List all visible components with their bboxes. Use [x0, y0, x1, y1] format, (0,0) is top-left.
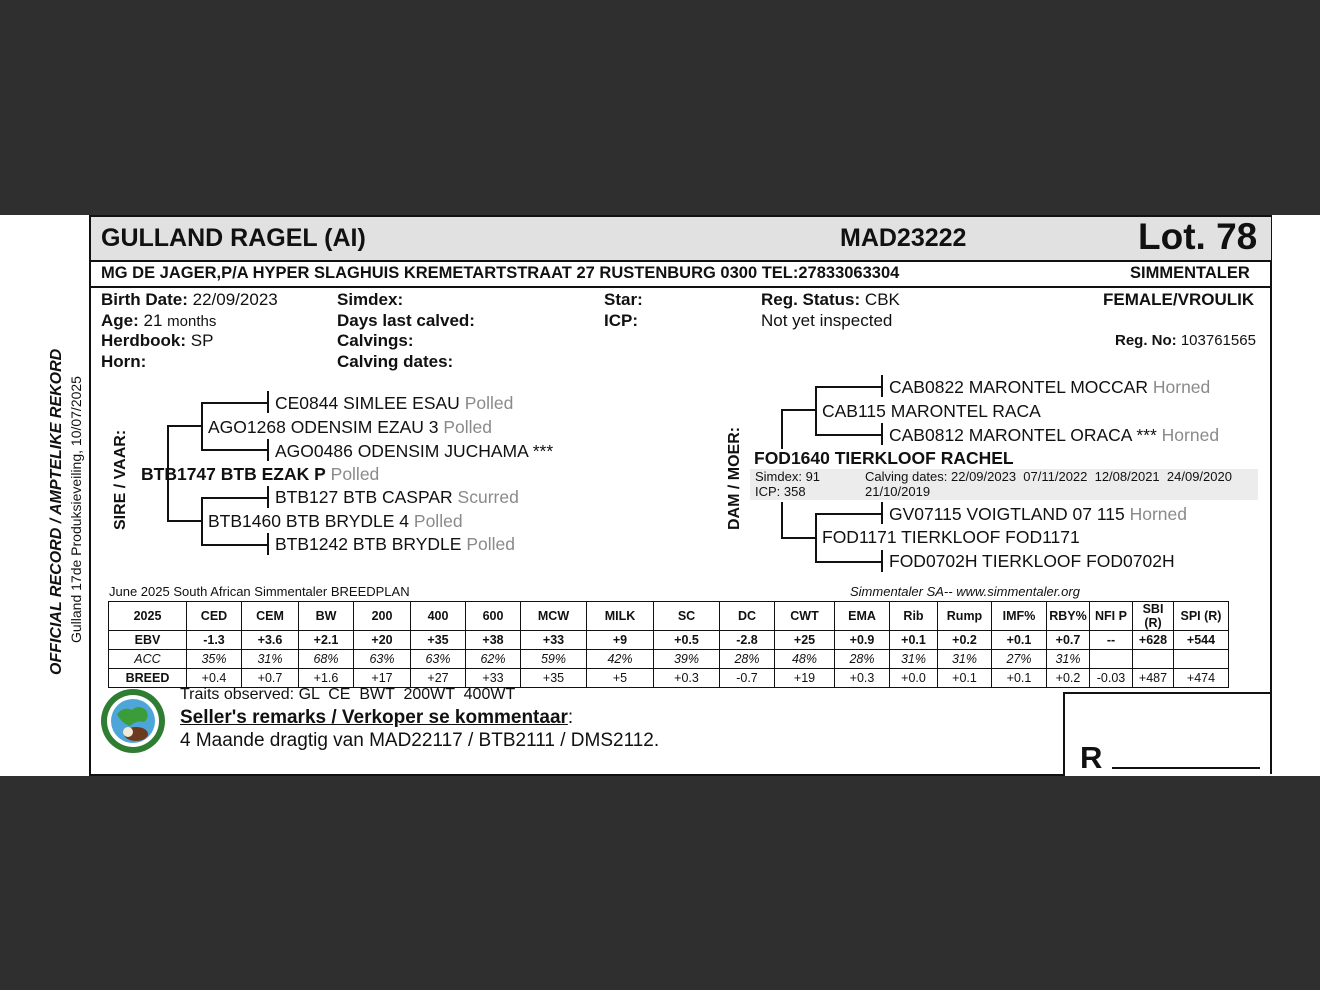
sire-dam: BTB1460 BTB BRYDLE 4 Polled	[208, 511, 463, 531]
ebv-cell: +0.4	[187, 669, 242, 688]
tick-1	[267, 391, 269, 413]
ebv-header-row	[109, 602, 1229, 631]
sire-sire: AGO1268 ODENSIM EZAU 3 Polled	[208, 417, 493, 437]
ebv-cell: +25	[775, 631, 835, 650]
simmentaler-logo	[100, 688, 166, 754]
ebv-cell: SPI (R)	[1174, 602, 1229, 631]
ebv-cell: 600	[466, 602, 521, 631]
owner-address: MG DE JAGER,P/A HYPER SLAGHUIS KREMETARTSTRAAT 27 RUSTENBURG 0300 TEL:27833063304	[101, 264, 900, 282]
ebv-cell: 28%	[720, 650, 775, 669]
breed-label: SIMMENTALER	[1130, 264, 1250, 282]
animal-name: GULLAND RAGEL (AI)	[101, 224, 366, 252]
dam-sire-line-top	[815, 386, 883, 388]
bottom-rule	[89, 774, 1065, 776]
ebv-cell: -0.03	[1090, 669, 1133, 688]
simdex-label: Simdex:	[337, 290, 404, 309]
icp-label: ICP:	[604, 311, 638, 330]
dam-icp: ICP: 358	[755, 484, 806, 499]
ebv-cell: +0.1	[890, 631, 938, 650]
ebv-cell: NFI P	[1090, 602, 1133, 631]
ebv-cell: DC	[720, 602, 775, 631]
acc-row	[109, 650, 1229, 669]
ebv-cell: +0.7	[1047, 631, 1090, 650]
dam-sire-dam: CAB0812 MARONTEL ORACA *** Horned	[889, 425, 1220, 445]
official-record-label: OFFICIAL RECORD / AMPTELIKE REKORD	[48, 348, 65, 675]
ebv-cell: +2.1	[299, 631, 354, 650]
ebv-cell: CEM	[242, 602, 299, 631]
dam-line-top	[781, 409, 816, 411]
ebv-cell: EBV	[109, 631, 187, 650]
ebv-cell: +0.1	[938, 669, 992, 688]
ebv-cell	[1090, 650, 1133, 669]
birth-date: Birth Date: 22/09/2023	[101, 290, 278, 309]
dam-dam-line-top	[815, 513, 883, 515]
ebv-cell: +544	[1174, 631, 1229, 650]
sire-line-bottom	[167, 520, 202, 522]
sire-sire-sire: CE0844 SIMLEE ESAU Polled	[275, 393, 514, 413]
ebv-cell: +1.6	[299, 669, 354, 688]
society-caption: Simmentaler SA-- www.simmentaler.org	[850, 584, 1080, 599]
ebv-cell: 63%	[354, 650, 411, 669]
ebv-cell: RBY%	[1047, 602, 1090, 631]
animal-id: MAD23222	[840, 224, 967, 252]
sire-sire-dam: AGO0486 ODENSIM JUCHAMA ***	[275, 441, 554, 461]
ebv-cell: +0.0	[890, 669, 938, 688]
age: Age: 21 months	[101, 311, 217, 330]
lot-number: Lot. 78	[1138, 216, 1258, 257]
tick-2	[267, 439, 269, 461]
ebv-cell: ACC	[109, 650, 187, 669]
seller-remarks: 4 Maande dragtig van MAD22117 / BTB2111 / DMS2112.	[180, 730, 660, 751]
ebv-cell	[1174, 650, 1229, 669]
ebv-cell	[1133, 650, 1174, 669]
ebv-cell: +27	[411, 669, 466, 688]
ebv-cell: +19	[775, 669, 835, 688]
ebv-cell: -2.8	[720, 631, 775, 650]
dam-dam-line-bottom	[815, 561, 883, 563]
ebv-cell: MCW	[521, 602, 587, 631]
sire-sire-line-bottom	[201, 449, 269, 451]
dam-simdex: Simdex: 91	[755, 469, 821, 484]
dam-line-bottom	[781, 537, 816, 539]
sire-dam-line-top	[201, 497, 269, 499]
breedplan-caption: June 2025 South African Simmentaler BREEDPLAN	[109, 584, 410, 599]
ebv-cell: +0.2	[1047, 669, 1090, 688]
dam-sire: CAB115 MARONTEL RACA	[822, 401, 1041, 421]
dam-calving-dates: Calving dates: 22/09/2023 07/11/2022 12/08/2021 24/09/2020	[865, 469, 1232, 484]
ebv-cell: 31%	[938, 650, 992, 669]
dam-animal: FOD1640 TIERKLOOF RACHEL	[754, 448, 1014, 468]
ebv-cell: +35	[521, 669, 587, 688]
ebv-cell: +38	[466, 631, 521, 650]
dam-sire-sire: CAB0822 MARONTEL MOCCAR Horned	[889, 377, 1211, 397]
sire-dam-sire: BTB127 BTB CASPAR Scurred	[275, 487, 519, 507]
ebv-table	[108, 601, 1229, 688]
ebv-cell: 31%	[890, 650, 938, 669]
ebv-cell: 27%	[992, 650, 1047, 669]
ebv-cell: 2025	[109, 602, 187, 631]
ebv-cell: +3.6	[242, 631, 299, 650]
ebv-cell: +35	[411, 631, 466, 650]
ebv-cell: SBI (R)	[1133, 602, 1174, 631]
ebv-cell: 400	[411, 602, 466, 631]
r-label: R	[1080, 740, 1103, 775]
ebv-cell: MILK	[587, 602, 654, 631]
ebv-cell: -1.3	[187, 631, 242, 650]
ebv-cell: +33	[521, 631, 587, 650]
breed-avg-row	[109, 669, 1229, 688]
ebv-cell: 68%	[299, 650, 354, 669]
dam-bracket-bottom	[781, 502, 783, 538]
sire-sire-line-top	[201, 402, 269, 404]
sire-dam-bracket	[201, 497, 203, 545]
dam-dam-sire: GV07115 VOIGTLAND 07 115 Horned	[889, 504, 1188, 524]
days-last-calved-label: Days last calved:	[337, 311, 475, 330]
ebv-cell: +0.3	[835, 669, 890, 688]
ebv-cell: 35%	[187, 650, 242, 669]
ebv-cell: --	[1090, 631, 1133, 650]
ebv-cell: +0.2	[938, 631, 992, 650]
ebv-cell: Rib	[890, 602, 938, 631]
sex-label: FEMALE/VROULIK	[1103, 290, 1255, 309]
dam-bracket-top	[781, 409, 783, 449]
ebv-cell: +0.9	[835, 631, 890, 650]
ebv-cell: BW	[299, 602, 354, 631]
ebv-cell: 39%	[654, 650, 720, 669]
ebv-cell: 63%	[411, 650, 466, 669]
ebv-cell: +487	[1133, 669, 1174, 688]
inspection-status: Not yet inspected	[761, 311, 893, 330]
tick-3	[267, 486, 269, 508]
ebv-cell: 28%	[835, 650, 890, 669]
dam-dam-dam: FOD0702H TIERKLOOF FOD0702H	[889, 551, 1175, 571]
star-label: Star:	[604, 290, 643, 309]
reg-number: Reg. No: 103761565	[1115, 332, 1256, 349]
ebv-cell: +33	[466, 669, 521, 688]
ebv-cell: +9	[587, 631, 654, 650]
ebv-cell: 42%	[587, 650, 654, 669]
r-signature-line	[1112, 767, 1260, 769]
dam-calving-dates-2: 21/10/2019	[865, 484, 931, 499]
dam-sire-bracket	[815, 386, 817, 435]
sire-sire-bracket	[201, 402, 203, 450]
tick-5	[881, 375, 883, 397]
r-box-left	[1063, 692, 1065, 776]
ebv-cell: +5	[587, 669, 654, 688]
tick-4	[267, 533, 269, 555]
ebv-cell: IMF%	[992, 602, 1047, 631]
dam-dam-bracket	[815, 513, 817, 562]
ebv-cell: SC	[654, 602, 720, 631]
herdbook: Herdbook: SP	[101, 331, 214, 350]
ebv-cell: BREED	[109, 669, 187, 688]
sire-label: SIRE / VAAR:	[112, 429, 129, 530]
ebv-cell: +0.1	[992, 669, 1047, 688]
calvings-label: Calvings:	[337, 331, 414, 350]
sire-line-top	[167, 425, 202, 427]
ebv-cell: +0.1	[992, 631, 1047, 650]
dam-label: DAM / MOER:	[726, 426, 743, 530]
dam-dam: FOD1171 TIERKLOOF FOD1171	[822, 527, 1080, 547]
ebv-cell: +17	[354, 669, 411, 688]
ebv-cell: CED	[187, 602, 242, 631]
r-box-top	[1063, 692, 1272, 694]
ebv-cell: +20	[354, 631, 411, 650]
dam-sire-line-bottom	[815, 434, 883, 436]
ebv-cell: +0.3	[654, 669, 720, 688]
ebv-cell: 31%	[242, 650, 299, 669]
ebv-cell: 62%	[466, 650, 521, 669]
ebv-cell: +628	[1133, 631, 1174, 650]
ebv-cell: +0.7	[242, 669, 299, 688]
sale-label: Gulland 17de Produksieveiling, 10/07/2025	[68, 376, 84, 643]
ebv-cell: Rump	[938, 602, 992, 631]
tick-6	[881, 423, 883, 445]
sire-animal: BTB1747 BTB EZAK P Polled	[141, 464, 380, 484]
ebv-cell: +0.5	[654, 631, 720, 650]
sire-dam-dam: BTB1242 BTB BRYDLE Polled	[275, 534, 515, 554]
tick-7	[881, 502, 883, 524]
ebv-cell: 59%	[521, 650, 587, 669]
calving-dates-label: Calving dates:	[337, 352, 454, 371]
tick-8	[881, 550, 883, 572]
ebv-cell: 200	[354, 602, 411, 631]
ebv-cell: 31%	[1047, 650, 1090, 669]
remarks-heading: Seller's remarks / Verkoper se kommentaar:	[180, 707, 574, 728]
horn-label: Horn:	[101, 352, 147, 371]
traits-observed: Traits observed: GL CE BWT 200WT 400WT	[180, 686, 516, 703]
ebv-cell: -0.7	[720, 669, 775, 688]
ebv-cell: 48%	[775, 650, 835, 669]
ebv-cell: CWT	[775, 602, 835, 631]
reg-status: Reg. Status: CBK	[761, 290, 900, 309]
ebv-row	[109, 631, 1229, 650]
sire-dam-line-bottom	[201, 544, 269, 546]
ebv-cell: EMA	[835, 602, 890, 631]
ebv-cell: +474	[1174, 669, 1229, 688]
